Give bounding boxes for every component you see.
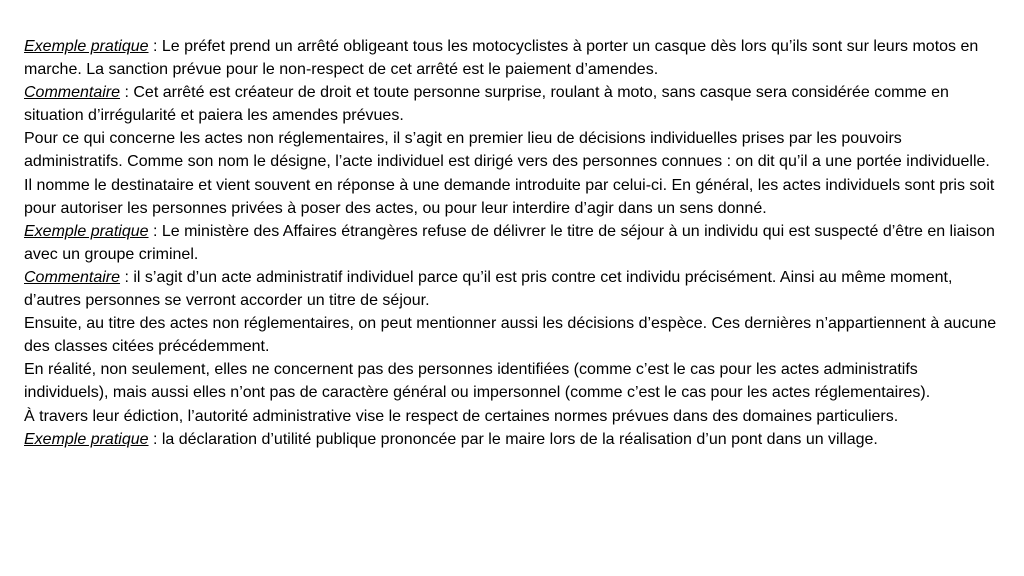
- example-label: Exemple pratique: [24, 38, 149, 55]
- paragraph-comment-2: [24, 266, 1000, 312]
- comment-label: Commentaire: [24, 268, 121, 286]
- paragraph-comment-1: [24, 81, 1000, 127]
- document-body: [24, 35, 1000, 451]
- paragraph-example-3: [24, 428, 1000, 451]
- paragraph-text: À travers leur édiction, l’autorité administrative vise le respect de certaines normes prévues dans des domaines particuliers.: [24, 407, 899, 425]
- paragraph-reality: [24, 358, 1000, 404]
- paragraph-text: Pour ce qui concerne les actes non réglementaires, il s’agit en premier lieu de décisions individuelles prises par les pouvoirs administratifs. Comme son nom le désigne, l’acte individuel est dirigé vers des personnes connues : on dit qu’il a une portée individuelle. Il nomme le destinataire et vient souvent en réponse à une demande introduite par celui-ci. En général, les actes individuels sont pris soit pour autoriser les personnes privées à poser des actes, ou pour leur interdire d’agir dans un sens donné.: [24, 130, 995, 217]
- paragraph-text: : il s’agit d’un acte administratif individuel parce qu’il est pris contre cet individu précisément. Ainsi au même moment, d’autres personnes se verront accorder un titre de séjour.: [24, 268, 953, 310]
- example-label: Exemple pratique: [24, 222, 149, 240]
- paragraph-enactment: [24, 405, 1000, 428]
- paragraph-text: : la déclaration d’utilité publique prononcée par le maire lors de la réalisation d’un pont dans un village.: [148, 430, 878, 448]
- paragraph-text: En réalité, non seulement, elles ne concernent pas des personnes identifiées (comme c’est le cas pour les actes administratifs individuels), mais aussi elles n’ont pas de caractère général ou impersonnel (comme c’est le cas pour les actes réglementaires).: [24, 361, 931, 402]
- example-label: Exemple pratique: [24, 430, 149, 448]
- paragraph-text: : Le ministère des Affaires étrangères refuse de délivrer le titre de séjour à un individu qui est suspecté d’être en liaison avec un groupe criminel.: [24, 222, 995, 263]
- paragraph-case-decisions: [24, 312, 1000, 358]
- paragraph-example-1: [24, 35, 1000, 81]
- paragraph-text: : Cet arrêté est créateur de droit et toute personne surprise, roulant à moto, sans casque sera considérée comme en situation d’irrégularité et paiera les amendes prévues.: [24, 84, 949, 125]
- paragraph-text: Ensuite, au titre des actes non réglementaires, on peut mentionner aussi les décisions d’espèce. Ces dernières n’appartiennent à aucune des classes citées précédemment.: [24, 315, 997, 356]
- comment-label: Commentaire: [24, 84, 121, 102]
- paragraph-text: : Le préfet prend un arrêté obligeant tous les motocyclistes à porter un casque dès lors qu’ils sont sur leurs motos en marche. La sanction prévue pour le non-respect de cet arrêté est le paiement d’amendes.: [24, 38, 979, 79]
- paragraph-individual-acts: [24, 127, 1000, 219]
- paragraph-example-2: [24, 220, 1000, 266]
